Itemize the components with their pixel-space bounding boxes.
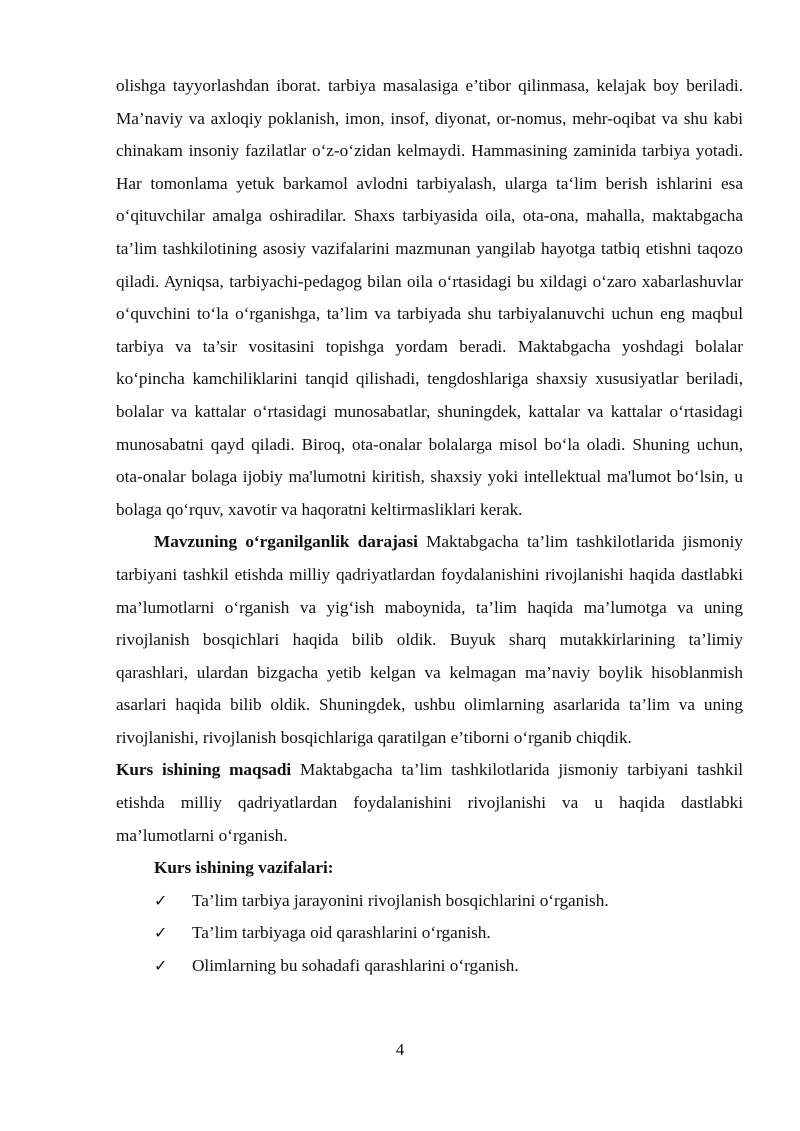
task-text: Ta’lim tarbiya jarayonini rivojlanish bosqichlarini o‘rganish. — [192, 890, 609, 910]
checkmark-icon: ✓ — [154, 923, 168, 943]
course-goal-text: Maktabgacha ta’lim tashkilotlarida jismoniy tarbiyani tashkil etishda milliy qadriyatlardan foydalanishini rivojlanishi va u haqida dastlabki ma’lumotlarni o‘rganish. — [116, 760, 743, 845]
checkmark-icon: ✓ — [154, 956, 168, 976]
body-paragraph: olishga tayyorlashdan iborat. tarbiya masalasiga e’tibor qilinmasa, kelajak boy beriladi. Ma’naviy va axloqiy poklanish, imon, insof, diyonat, or-nomus, mehr-oqibat va shu kabi chinakam insoniy fazilatlar o‘z-o‘zidan kelmaydi. Hammasining zaminida tarbiya yotadi. Har tomonlama yetuk barkamol avlodni tarbiyalash, ularga ta‘lim berish ishlarini esa o‘qituvchilar amalga oshiradilar. Shaxs tarbiyasida oila, ota-ona, mahalla, maktabgacha ta’lim tashkilotining asosiy vazifalarini mazmunan yangilab hayotga tatbiq etishni taqozo qiladi. Ayniqsa, tarbiyachi-pedagog bilan oila o‘rtasidagi bu xildagi o‘zaro xabarlashuvlar o‘quvchini to‘la o‘rganishga, ta’lim va tarbiyada shu tarbiyalanuvchi uchun eng maqbul tarbiya va ta’sir vositasini topishga yordam beradi. Maktabgacha yoshdagi bolalar ko‘pincha kamchiliklarini tanqid qilishadi, tengdoshlariga shaxsiy xususiyatlar beriladi, bolalar va kattalar o‘rtasidagi munosabatlar, shuningdek, kattalar va kattalar o‘rtasidagi munosabatni qayd qiladi. Biroq, ota-onalar bolalarga misol bo‘la oladi. Shuning uchun, ota-onalar bolaga ijobiy ma'lumotni kiritish, shaxsiy yoki intellektual ma'lumot bo‘lsin, u bolaga qo‘rquv, xavotir va haqoratni keltirmasliklari kerak. — [116, 76, 743, 519]
document-page — [116, 70, 743, 983]
course-goal-paragraph — [116, 754, 743, 852]
task-text: Olimlarning bu sohadafi qarashlarini o‘rganish. — [192, 956, 519, 976]
list-item — [116, 885, 743, 918]
list-item — [116, 917, 743, 950]
task-text: Ta’lim tarbiyaga oid qarashlarini o‘rganish. — [192, 923, 491, 943]
checkmark-icon: ✓ — [154, 890, 168, 910]
list-item — [116, 950, 743, 983]
study-degree-paragraph — [116, 526, 743, 754]
page-number: 4 — [395, 1040, 405, 1059]
course-goal-heading: Kurs ishining maqsadi — [116, 760, 292, 780]
tasks-heading: Kurs ishining vazifalari: — [154, 858, 334, 878]
study-degree-heading: Mavzuning o‘rganilganlik darajasi — [154, 532, 418, 552]
study-degree-text: Maktabgacha ta’lim tashkilotlarida jismoniy tarbiyani tashkil etishda milliy qadriyatlardan foydalanishini rivojlanishi haqida dastlabki ma’lumotlarni o‘rganish va yig‘ish maboynida, ta’lim haqida ma’lumotga va uning rivojlanish bosqichlari haqida bilib oldik. Buyuk sharq mutakkirlarining ta’limiy qarashlari, ulardan bizgacha yetib kelgan va kelmagan ma’naviy boylik hisoblanmish asarlari haqida bilib oldik. Shuningdek, ushbu olimlarning asarlarida ta’lim va uning rivojlanishi, rivojlanish bosqichlariga qaratilgan e’tiborni o‘rganib chiqdik. — [116, 532, 743, 747]
tasks-list — [116, 885, 743, 983]
